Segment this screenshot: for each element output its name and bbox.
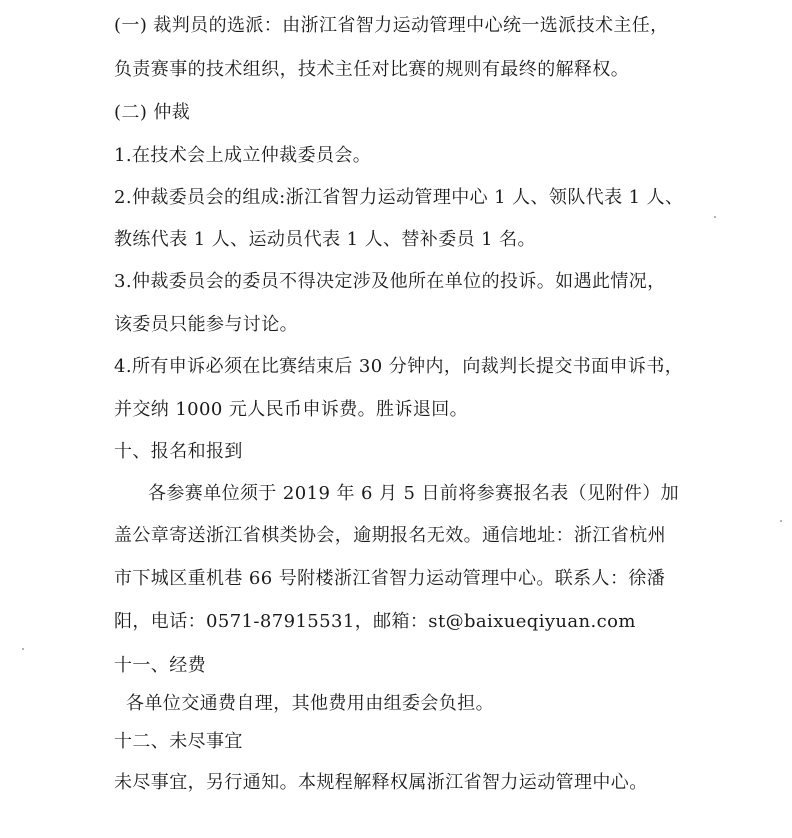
- section-heading-expenses: 十一、经费: [114, 655, 206, 676]
- section-heading-arbitration: (二) 仲裁: [114, 102, 191, 123]
- text-line-registration-1: 各参赛单位须于 2019 年 6 月 5 日前将参赛报名表（见附件）加: [148, 483, 680, 504]
- text-line-arbitration-2-cont: 教练代表 1 人、运动员代表 1 人、替补委员 1 名。: [114, 229, 536, 250]
- text-line-expenses: 各单位交通费自理，其他费用由组委会负担。: [126, 693, 494, 714]
- text-line-registration-3: 市下城区重机巷 66 号附楼浙江省智力运动管理中心。联系人：徐潘: [114, 568, 666, 589]
- section-heading-misc: 十二、未尽事宜: [114, 731, 243, 752]
- text-line-arbitration-3: 3.仲裁委员会的委员不得决定涉及他所在单位的投诉。如遇此情况，: [114, 271, 666, 292]
- text-line-arbitration-4-cont: 并交纳 1000 元人民币申诉费。胜诉退回。: [114, 399, 469, 420]
- text-line-misc: 未尽事宜，另行通知。本规程解释权属浙江省智力运动管理中心。: [114, 772, 648, 793]
- text-line-arbitration-4: 4.所有申诉必须在比赛结束后 30 分钟内，向裁判长提交书面申诉书，: [114, 356, 684, 377]
- text-line-referee-assignment: (一) 裁判员的选派：由浙江省智力运动管理中心统一选派技术主任，: [114, 15, 669, 36]
- text-line-registration-4: 阳，电话：0571-87915531，邮箱：st@baixueqiyuan.com: [114, 611, 636, 632]
- scan-speck: [780, 520, 782, 522]
- section-heading-registration: 十、报名和报到: [114, 441, 243, 462]
- text-line-arbitration-2: 2.仲裁委员会的组成:浙江省智力运动管理中心 1 人、领队代表 1 人、: [114, 187, 684, 208]
- scan-speck: [22, 648, 24, 650]
- text-line-registration-2: 盖公章寄送浙江省棋类协会，逾期报名无效。通信地址：浙江省杭州: [114, 525, 666, 546]
- text-line-referee-assignment-cont: 负责赛事的技术组织，技术主任对比赛的规则有最终的解释权。: [114, 59, 630, 80]
- scan-speck: [714, 216, 716, 218]
- text-line-arbitration-3-cont: 该委员只能参与讨论。: [114, 314, 298, 335]
- text-line-arbitration-1: 1.在技术会上成立仲裁委员会。: [114, 145, 372, 166]
